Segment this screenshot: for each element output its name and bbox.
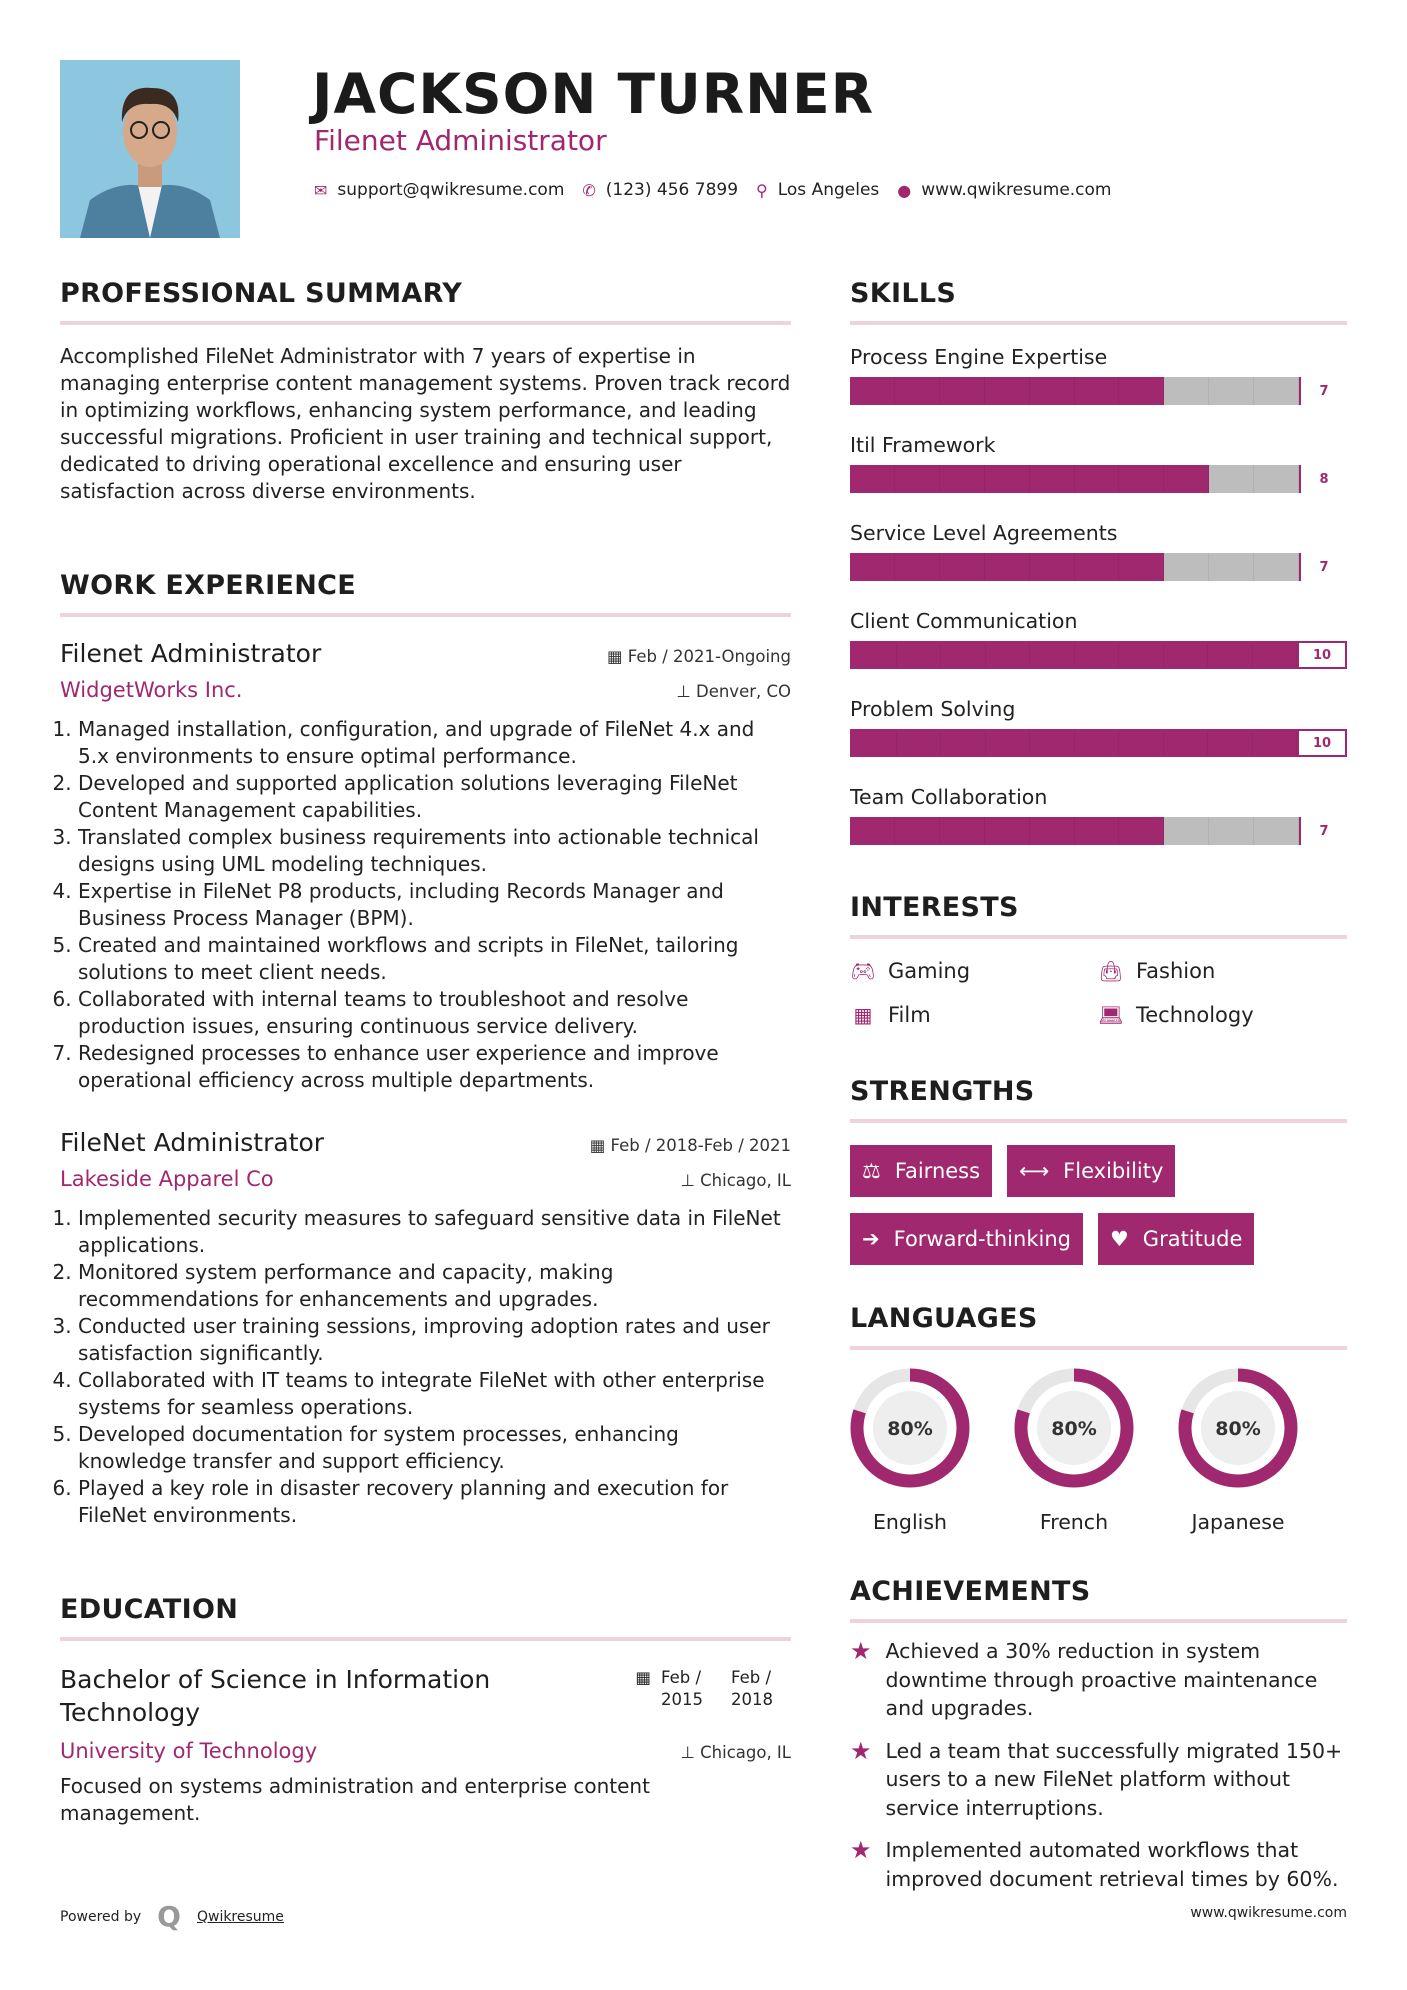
interest-label: Gaming <box>888 959 971 983</box>
summary-text: Accomplished FileNet Administrator with 7 years of expertise in managing enterprise content management systems. Proven track record in optimizing workflows, enhancing system performance, and leading successful migrations. Proficient in user training and technical support, dedicated to driving operational excellence and ensuring user satisfaction across diverse environments. <box>60 344 791 503</box>
summary-section <box>60 278 791 505</box>
skill-bar-segment <box>986 643 1031 667</box>
achievement-item <box>850 1737 1347 1823</box>
skill-bar-segment <box>985 553 1030 581</box>
calendar-icon: ▦ <box>589 1136 611 1155</box>
job-bullet: 6. Collaborated with internal teams to troubleshoot and resolve production issues, ensuring continuous service delivery. <box>78 986 791 1040</box>
interest-label: Film <box>888 1003 931 1027</box>
calendar-icon: ▦ <box>606 647 628 666</box>
education-description: Focused on systems administration and enterprise content management. <box>60 1774 650 1825</box>
interests-section <box>850 892 1347 1027</box>
achievement-text: Achieved a 30% reduction in system downtime through proactive maintenance and upgrades. <box>885 1639 1318 1720</box>
job-title: Filenet Administrator <box>314 124 607 157</box>
achievement-item <box>850 1836 1347 1893</box>
language-percent: 80% <box>1215 1418 1261 1440</box>
skill-item <box>850 785 1347 845</box>
language-progress-ring <box>1014 1368 1134 1488</box>
qwikresume-link[interactable]: Qwikresume <box>196 1908 284 1925</box>
skill-bar-segment <box>1075 643 1120 667</box>
skill-item <box>850 433 1347 493</box>
company-name: WidgetWorks Inc. <box>60 678 243 702</box>
language-item <box>1014 1368 1134 1534</box>
job-entry-title: Filenet Administrator <box>60 639 322 668</box>
skill-name: Team Collaboration <box>850 785 1048 809</box>
skill-bar-segment <box>941 731 986 755</box>
skill-bar-segment <box>1030 817 1075 845</box>
skill-bar-segment <box>940 465 985 493</box>
pin-icon: ⊥ <box>680 1171 701 1190</box>
strength-tag <box>850 1145 992 1197</box>
interest-item <box>850 1003 1098 1027</box>
language-name: Japanese <box>1191 1510 1285 1534</box>
job-bullet: 6. Played a key role in disaster recovery planning and execution for FileNet environments. <box>78 1475 791 1529</box>
section-heading: SKILLS <box>850 278 957 309</box>
education-start: Feb / 2015 <box>661 1668 703 1709</box>
section-heading: STRENGTHS <box>850 1076 1035 1107</box>
skill-bar-segment <box>895 465 940 493</box>
interest-item <box>1098 959 1346 983</box>
candidate-name: JACKSON TURNER <box>312 62 875 126</box>
skill-bar-segment <box>850 553 895 581</box>
job-bullet: 1. Implemented security measures to safeguard sensitive data in FileNet applications. <box>78 1205 791 1259</box>
calendar-icon: ▦ <box>635 1668 651 1687</box>
languages-section <box>850 1303 1347 1534</box>
skill-bar-segment <box>1254 377 1299 405</box>
footer-url[interactable]: www.qwikresume.com <box>1190 1905 1347 1921</box>
skill-bar-segment <box>1208 731 1253 755</box>
skill-bar-segment <box>1254 553 1299 581</box>
education-section <box>60 1594 791 1827</box>
website-link[interactable]: www.qwikresume.com <box>921 180 1112 200</box>
skill-score: 10 <box>1297 643 1345 667</box>
job-dates: Feb / 2018-Feb / 2021 <box>610 1136 791 1155</box>
skill-bar <box>850 377 1347 405</box>
skill-name: Service Level Agreements <box>850 521 1118 545</box>
skill-bar-segment <box>852 731 897 755</box>
skill-bar-segment <box>1075 377 1120 405</box>
star-icon: ★ <box>850 1836 872 1864</box>
skill-score: 8 <box>1299 465 1347 493</box>
skill-bar-segment <box>1164 643 1209 667</box>
arrows-h-icon: ⟷ <box>1019 1159 1050 1183</box>
skill-bar-segment <box>1030 465 1075 493</box>
skill-bar-segment <box>895 817 940 845</box>
skill-bar-segment <box>1075 817 1120 845</box>
skill-bar-segment <box>1119 465 1164 493</box>
skill-bar-segment <box>985 377 1030 405</box>
job-location: Denver, CO <box>695 682 791 701</box>
job-bullet: 4. Collaborated with IT teams to integrate FileNet with other enterprise systems for seamless operations. <box>78 1367 791 1421</box>
qwikresume-logo-icon: Q <box>157 1900 181 1933</box>
experience-section <box>60 570 791 1529</box>
pin-icon: ⊥ <box>676 682 696 701</box>
skill-bar-segment <box>1253 731 1298 755</box>
job-location: Chicago, IL <box>700 1171 791 1190</box>
skill-bar-segment <box>940 817 985 845</box>
job-bullet: 2. Developed and supported application solutions leveraging FileNet Content Management capabilities. <box>78 770 791 824</box>
skill-item <box>850 697 1347 757</box>
skill-bar-segment <box>1209 377 1254 405</box>
skill-bar-segment <box>1209 817 1254 845</box>
school-name: University of Technology <box>60 1739 318 1763</box>
divider <box>850 1619 1347 1623</box>
skill-score: 7 <box>1299 553 1347 581</box>
job-bullet: 5. Developed documentation for system processes, enhancing knowledge transfer and support efficiency. <box>78 1421 791 1475</box>
skill-bar-segment <box>850 465 895 493</box>
job-entry-title: FileNet Administrator <box>60 1128 325 1157</box>
job-bullet: 3. Conducted user training sessions, improving adoption rates and user satisfaction significantly. <box>78 1313 791 1367</box>
job-entry <box>60 1128 791 1529</box>
section-heading: ACHIEVEMENTS <box>850 1576 1091 1607</box>
divider <box>60 1637 791 1641</box>
skill-bar-segment <box>1075 465 1120 493</box>
strength-label: Gratitude <box>1142 1227 1243 1251</box>
skill-bar-segment <box>1164 465 1209 493</box>
degree: Bachelor of Science in Information Technology <box>60 1665 491 1727</box>
divider <box>850 935 1347 939</box>
section-heading: WORK EXPERIENCE <box>60 570 356 601</box>
skill-bar-segment <box>1075 731 1120 755</box>
language-item <box>1178 1368 1298 1534</box>
skill-bar-segment <box>1030 553 1075 581</box>
job-bullet: 2. Monitored system performance and capacity, making recommendations for enhancements and upgrades. <box>78 1259 791 1313</box>
achievements-section <box>850 1576 1347 1893</box>
profile-photo <box>60 60 240 238</box>
strength-tag <box>850 1213 1083 1265</box>
envelope-icon: ✉ <box>314 180 328 200</box>
achievement-text: Led a team that successfully migrated 150+ users to a new FileNet platform without service interruptions. <box>885 1738 1343 1820</box>
footer-brand <box>60 1900 284 1933</box>
pin-icon: ⊥ <box>680 1743 701 1762</box>
company-name: Lakeside Apparel Co <box>60 1167 274 1191</box>
globe-icon: ● <box>897 180 912 200</box>
skill-bar-segment <box>1209 553 1254 581</box>
balance-scale-icon: ⚖ <box>862 1159 881 1183</box>
contact-bar <box>314 180 1112 200</box>
skill-bar-segment <box>895 553 940 581</box>
skill-bar <box>850 465 1347 493</box>
skill-bar-segment <box>1164 377 1209 405</box>
skills-section <box>850 278 1347 873</box>
divider <box>60 321 791 325</box>
skill-bar <box>850 553 1347 581</box>
skill-bar-segment <box>1030 731 1075 755</box>
skill-bar-segment <box>1075 553 1120 581</box>
job-bullet: 1. Managed installation, configuration, and upgrade of FileNet 4.x and 5.x environments to ensure optimal performance. <box>78 716 791 770</box>
education-end: Feb / 2018 <box>731 1668 773 1709</box>
divider <box>850 1119 1347 1123</box>
divider <box>60 613 791 617</box>
skill-bar-segment <box>1119 553 1164 581</box>
skill-bar-segment <box>1164 731 1209 755</box>
strength-tag <box>1007 1145 1175 1197</box>
skill-bar-segment <box>850 377 895 405</box>
job-bullet: 4. Expertise in FileNet P8 products, including Records Manager and Business Process Manager (BPM). <box>78 878 791 932</box>
skill-bar-segment <box>985 817 1030 845</box>
section-heading: PROFESSIONAL SUMMARY <box>60 278 463 309</box>
powered-by-label: Powered by <box>60 1908 142 1925</box>
skill-name: Problem Solving <box>850 697 1016 721</box>
section-heading: LANGUAGES <box>850 1303 1038 1334</box>
phone-icon: ✆ <box>582 180 596 200</box>
star-icon: ★ <box>850 1736 872 1765</box>
star-icon: ★ <box>850 1637 872 1665</box>
skill-bar <box>850 641 1347 669</box>
job-entry <box>60 639 791 1094</box>
section-heading: EDUCATION <box>60 1594 239 1625</box>
skill-name: Process Engine Expertise <box>850 345 1108 369</box>
skill-bar-segment <box>986 731 1031 755</box>
language-percent: 80% <box>1051 1418 1097 1440</box>
shopping-bag-icon: 👜︎ <box>1098 959 1124 983</box>
divider <box>850 1346 1347 1350</box>
language-name: French <box>1039 1510 1109 1534</box>
language-progress-ring <box>850 1368 970 1488</box>
strength-tag <box>1098 1213 1254 1265</box>
skill-bar-segment <box>895 377 940 405</box>
skill-bar-segment <box>897 731 942 755</box>
skill-bar-segment <box>940 553 985 581</box>
language-name: English <box>872 1510 948 1534</box>
achievement-text: Implemented automated workflows that improved document retrieval times by 60%. <box>885 1838 1339 1891</box>
skill-item <box>850 609 1347 669</box>
skill-score: 7 <box>1299 377 1347 405</box>
skill-bar-segment <box>1119 817 1164 845</box>
skill-bar-segment <box>1253 643 1298 667</box>
skill-bar-segment <box>1119 731 1164 755</box>
skill-name: Itil Framework <box>850 433 996 457</box>
skill-bar-segment <box>1119 643 1164 667</box>
language-percent: 80% <box>887 1418 933 1440</box>
strength-label: Fairness <box>894 1159 981 1183</box>
interest-item <box>850 959 1098 983</box>
skill-bar-segment <box>985 465 1030 493</box>
film-icon: ▦ <box>853 1003 873 1027</box>
skill-bar-segment <box>1030 377 1075 405</box>
job-dates: Feb / 2021-Ongoing <box>627 647 791 666</box>
skill-bar-segment <box>940 377 985 405</box>
skill-bar-segment <box>852 643 897 667</box>
skill-bar-segment <box>897 643 942 667</box>
skill-score: 10 <box>1297 731 1345 755</box>
interest-label: Technology <box>1136 1003 1254 1027</box>
interest-label: Fashion <box>1136 959 1216 983</box>
job-bullet: 3. Translated complex business requirements into actionable technical designs using UML modeling techniques. <box>78 824 791 878</box>
arrow-right-icon: ➔ <box>862 1227 880 1251</box>
strength-label: Flexibility <box>1063 1159 1164 1183</box>
skill-bar-segment <box>1208 643 1253 667</box>
interest-item <box>1098 1003 1346 1027</box>
skill-bar-segment <box>1254 465 1299 493</box>
skill-bar-segment <box>1119 377 1164 405</box>
skill-name: Client Communication <box>850 609 1078 633</box>
skill-item <box>850 521 1347 581</box>
gamepad-icon: 🎮︎ <box>850 959 876 983</box>
skill-bar-segment <box>941 643 986 667</box>
location: Los Angeles <box>777 180 880 200</box>
skill-bar-segment <box>1209 465 1254 493</box>
skill-bar <box>850 729 1347 757</box>
strength-label: Forward-thinking <box>893 1227 1071 1251</box>
divider <box>850 321 1347 325</box>
skill-item <box>850 345 1347 405</box>
email-link[interactable]: support@qwikresume.com <box>337 180 565 200</box>
language-progress-ring <box>1178 1368 1298 1488</box>
skill-bar <box>850 817 1347 845</box>
language-item <box>850 1368 970 1534</box>
map-marker-icon: ⚲ <box>756 180 768 200</box>
skill-bar-segment <box>1254 817 1299 845</box>
job-bullet: 5. Created and maintained workflows and scripts in FileNet, tailoring solutions to meet client needs. <box>78 932 791 986</box>
skill-bar-segment <box>850 817 895 845</box>
section-heading: INTERESTS <box>850 892 1019 923</box>
skill-bar-segment <box>1164 817 1209 845</box>
job-bullet: 7. Redesigned processes to enhance user experience and improve operational efficiency across multiple departments. <box>78 1040 791 1094</box>
heart-icon: ♥ <box>1109 1227 1129 1251</box>
skill-score: 7 <box>1299 817 1347 845</box>
achievement-item <box>850 1637 1347 1723</box>
phone-number: (123) 456 7899 <box>605 180 739 200</box>
skill-bar-segment <box>1164 553 1209 581</box>
skill-bar-segment <box>1030 643 1075 667</box>
laptop-icon: 💻︎ <box>1098 1003 1124 1027</box>
strengths-section <box>850 1076 1347 1265</box>
education-location: Chicago, IL <box>700 1743 791 1762</box>
